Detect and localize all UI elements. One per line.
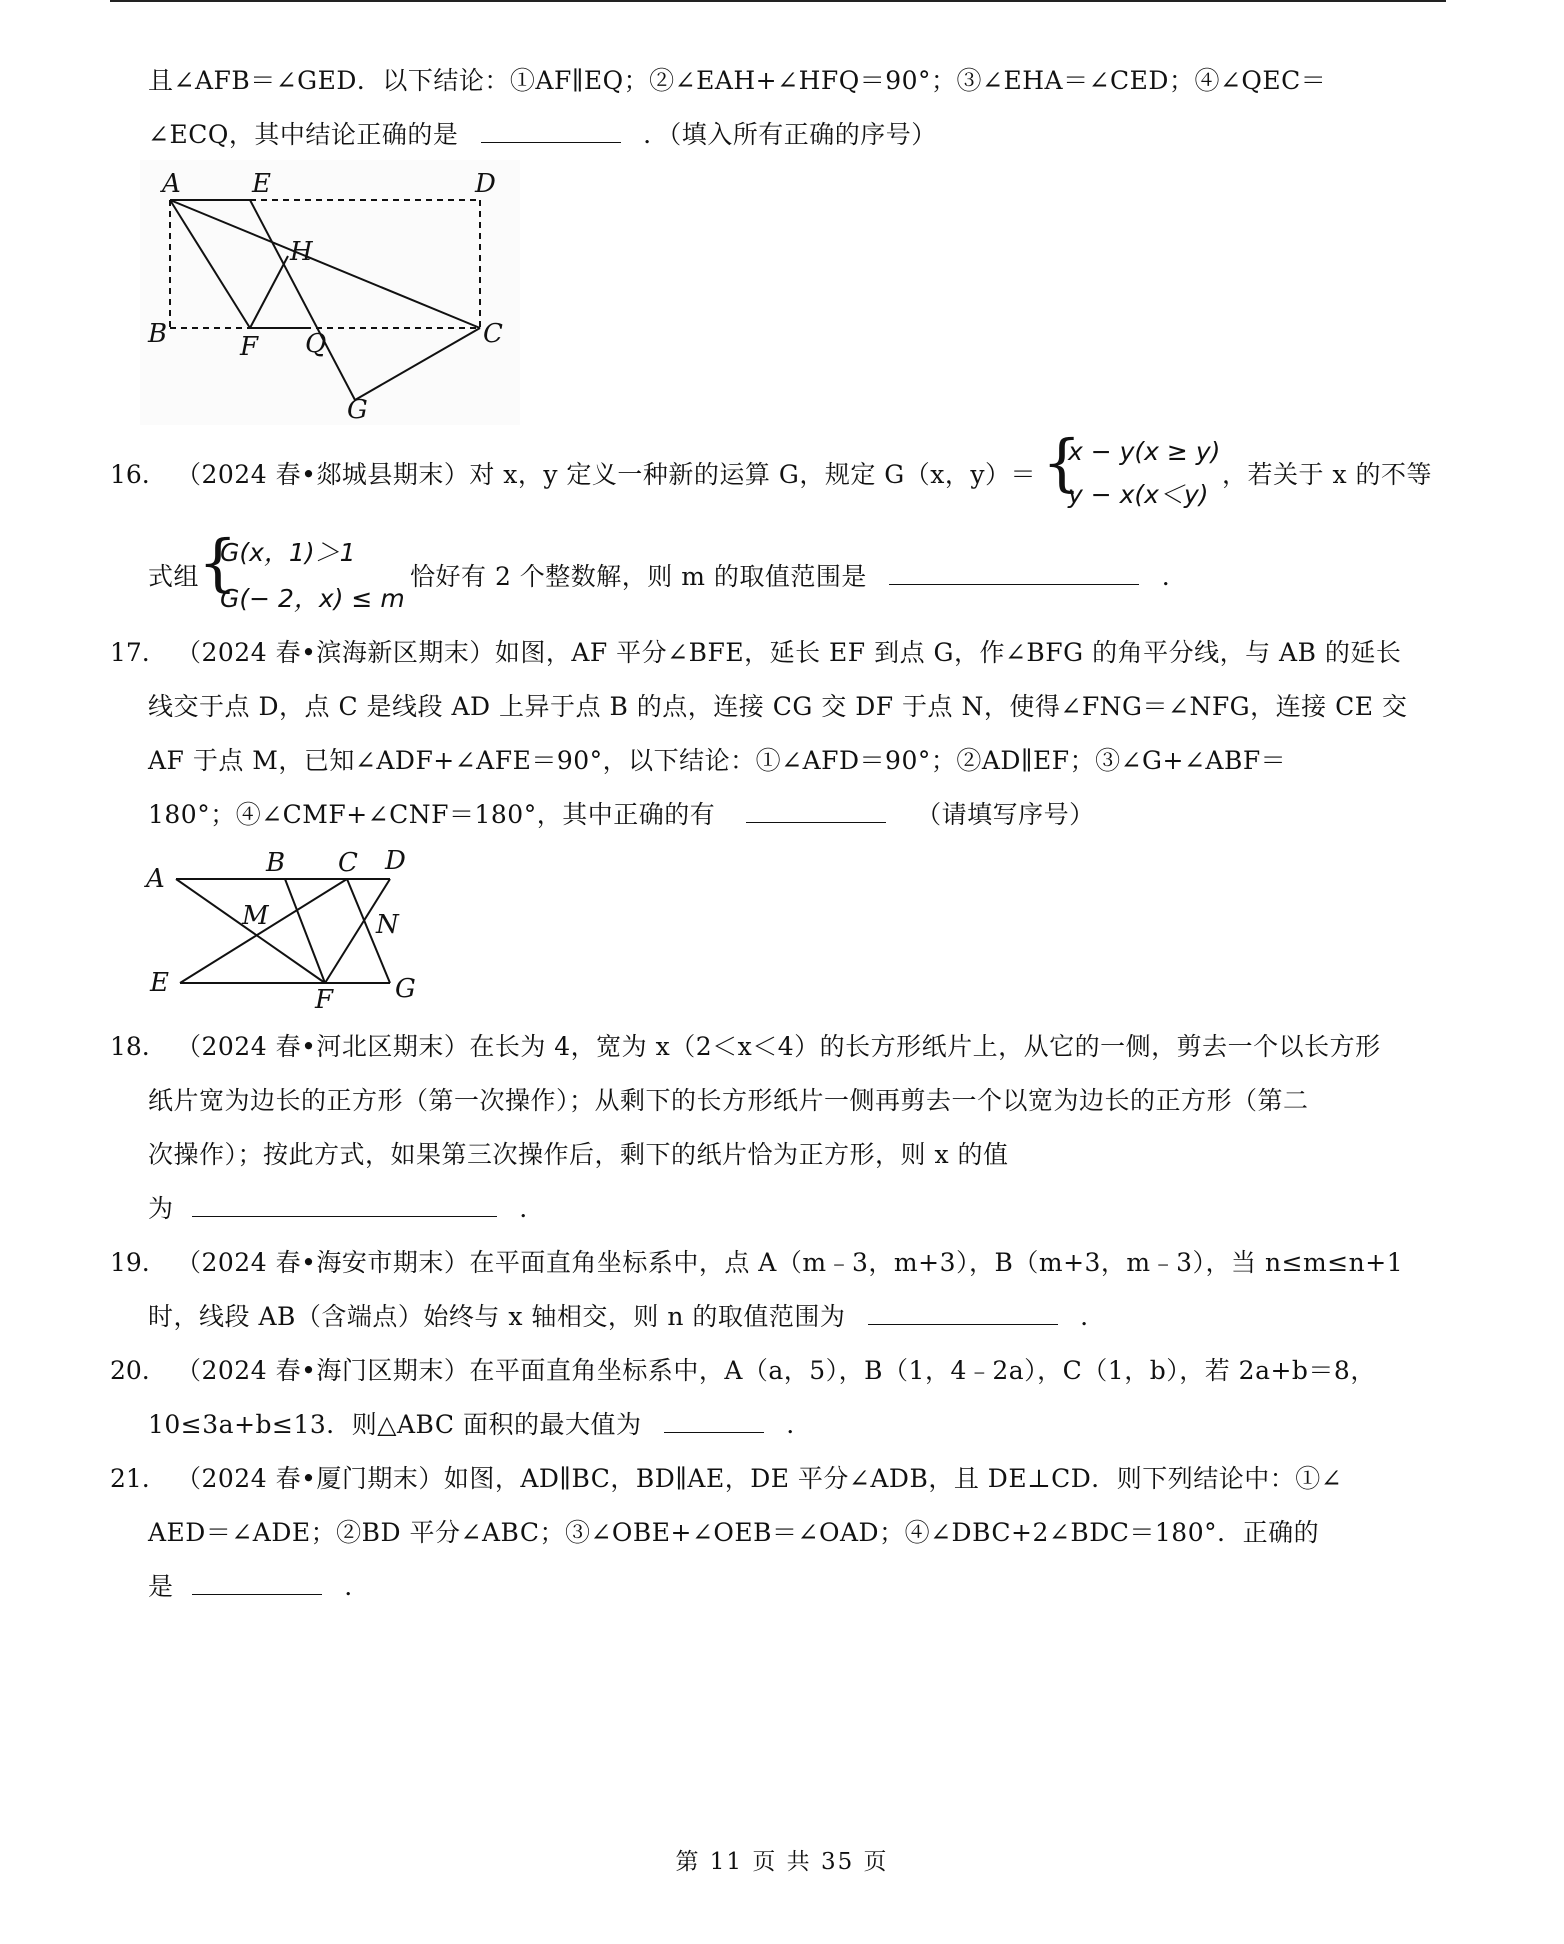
q15-label-C: C (483, 319, 503, 349)
q16-line2 (410, 560, 1187, 594)
q15-label-H: H (290, 237, 313, 267)
q19-line2 (148, 1300, 1106, 1334)
q16-line2-text: 恰好有 2 个整数解，则 m 的取值范围是 (410, 562, 867, 591)
q15-label-F: F (240, 332, 259, 362)
q17-label-A: A (146, 864, 165, 894)
q17-label-E: E (150, 968, 169, 998)
q15-figure (140, 160, 520, 425)
q15-label-E: E (252, 169, 271, 199)
q17-seg-EC (180, 879, 347, 983)
q16-case-bottom: y − x(x＜y) (1068, 480, 1209, 509)
q17-label-B: B (266, 848, 286, 878)
q19-number: 19. (110, 1248, 150, 1277)
q18-answer-blank[interactable] (192, 1194, 497, 1217)
q16-line2-a: 式组 (148, 562, 200, 591)
page-footer: 第 11 页 共 35 页 (675, 1849, 889, 1875)
q20-line1: （2024 春•海门区期末）在平面直角坐标系中，A（a，5），B（1，4﹣2a），C（1，b），若 2a+b＝8， (176, 1356, 1376, 1385)
q18-line4-text: 为 (148, 1194, 174, 1223)
q18-line4-tail: ． (519, 1194, 545, 1223)
q18-line4 (148, 1192, 545, 1226)
q15-line2 (148, 118, 937, 152)
q21-number: 21. (110, 1464, 150, 1493)
q17-line4-tail: （请填写序号） (916, 800, 1095, 829)
q17-line3: AF 于点 M，已知∠ADF+∠AFE＝90°，以下结论：①∠AFD＝90°；②AD∥EF；③∠G+∠ABF＝ (148, 746, 1287, 775)
q21-line3-text: 是 (148, 1572, 174, 1601)
q19-line2-tail: ． (1080, 1302, 1106, 1331)
q16-line1-a: （2024 春•郯城县期末）对 x，y 定义一种新的运算 G，规定 G（x，y）＝ (176, 460, 1036, 489)
q21-line1: （2024 春•厦门期末）如图，AD∥BC，BD∥AE，DE 平分∠ADB，且 DE⊥CD．则下列结论中：①∠ (176, 1464, 1343, 1493)
q16-line1-b: ，若关于 x 的不等 (1222, 460, 1432, 489)
q17-answer-blank[interactable] (746, 800, 886, 823)
q15-line1: 且∠AFB＝∠GED．以下结论：①AF∥EQ；②∠EAH+∠HFQ＝90°；③∠EHA＝∠CED；④∠QEC＝ (148, 66, 1327, 95)
q16-case-brace: { (1042, 426, 1082, 499)
q16-system-brace: { (198, 526, 238, 599)
q15-label-G: G (347, 395, 368, 425)
q16-system-bottom: G(− 2，x) ≤ m (220, 584, 405, 613)
q20-line2-text: 10≤3a+b≤13．则△ABC 面积的最大值为 (148, 1410, 642, 1439)
q16-answer-blank[interactable] (889, 562, 1139, 585)
q16-case-top: x − y(x ≥ y) (1068, 437, 1221, 466)
q20-answer-blank[interactable] (664, 1410, 764, 1433)
q17-line2: 线交于点 D，点 C 是线段 AD 上异于点 B 的点，连接 CG 交 DF 于点 N，使得∠FNG＝∠NFG，连接 CE 交 (148, 692, 1408, 721)
q15-line2-tail: ．（填入所有正确的序号） (643, 120, 937, 149)
q17-line1: （2024 春•滨海新区期末）如图，AF 平分∠BFE，延长 EF 到点 G，作∠BFG 的角平分线，与 AB 的延长 (176, 638, 1402, 667)
q20-line2 (148, 1408, 812, 1442)
q17-seg-BF (285, 879, 325, 983)
q17-label-M: M (242, 901, 269, 931)
q17-figure (140, 845, 430, 1015)
q19-line1: （2024 春•海安市期末）在平面直角坐标系中，点 A（m﹣3，m+3），B（m+3，m﹣3），当 n≤m≤n+1 (176, 1248, 1404, 1277)
q17-number: 17. (110, 638, 150, 667)
q21-line2: AED＝∠ADE；②BD 平分∠ABC；③∠OBE+∠OEB＝∠OAD；④∠DBC+2∠BDC＝180°．正确的 (148, 1518, 1320, 1547)
q17-label-F: F (315, 985, 334, 1015)
q16-number: 16. (110, 460, 150, 489)
q21-answer-blank[interactable] (192, 1572, 322, 1595)
top-rule (110, 0, 1446, 2)
q20-number: 20. (110, 1356, 150, 1385)
q15-line2-text: ∠ECQ，其中结论正确的是 (148, 120, 459, 149)
q21-line3 (148, 1570, 370, 1604)
q17-label-N: N (376, 910, 399, 940)
q16-line2-tail: ． (1161, 562, 1188, 591)
q20-line2-tail: ． (786, 1410, 812, 1439)
q19-line2-text: 时，线段 AB（含端点）始终与 x 轴相交，则 n 的取值范围为 (148, 1302, 846, 1331)
q15-label-A: A (162, 169, 181, 199)
q17-label-G: G (395, 974, 416, 1004)
q17-line4 (148, 798, 1095, 832)
q17-label-D: D (385, 846, 406, 876)
q17-line4-text: 180°；④∠CMF+∠CNF＝180°，其中正确的有 (148, 800, 716, 829)
q18-line3: 次操作）；按此方式，如果第三次操作后，剩下的纸片恰为正方形，则 x 的值 (148, 1140, 1009, 1169)
q15-label-D: D (475, 169, 496, 199)
q21-line3-tail: ． (344, 1572, 370, 1601)
q18-line2: 纸片宽为边长的正方形（第一次操作）；从剩下的长方形纸片一侧再剪去一个以宽为边长的正方形（第二 (148, 1086, 1309, 1115)
q15-label-B: B (148, 319, 168, 349)
q17-seg-AF (176, 879, 325, 983)
q18-line1: （2024 春•河北区期末）在长为 4，宽为 x（2＜x＜4）的长方形纸片上，从它的一侧，剪去一个以长方形 (176, 1032, 1381, 1061)
q15-label-Q: Q (305, 329, 327, 359)
q17-label-C: C (338, 848, 358, 878)
q16-system-top: G(x，1)＞1 (220, 538, 356, 567)
q18-number: 18. (110, 1032, 150, 1061)
q15-answer-blank[interactable] (481, 120, 621, 143)
q19-answer-blank[interactable] (868, 1302, 1058, 1325)
